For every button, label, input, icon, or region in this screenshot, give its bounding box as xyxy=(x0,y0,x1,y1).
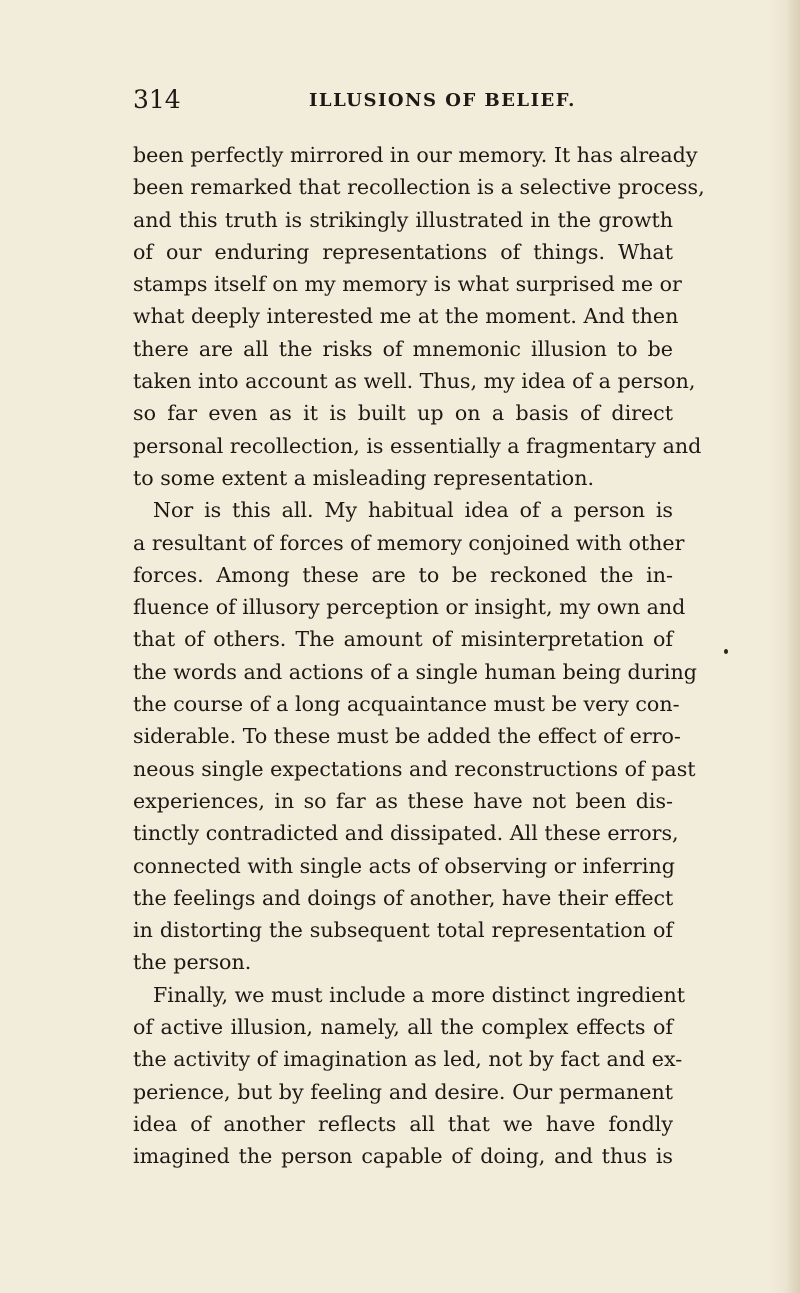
text-line: of our enduring representations of things. What xyxy=(133,239,673,264)
text-line: imagined the person capable of doing, and thus is xyxy=(133,1144,673,1169)
text-line: the activity of imagination as led, not by fact and ex- xyxy=(133,1047,683,1072)
paragraph-start-line: Finally, we must include a more distinct ingredient xyxy=(153,982,685,1007)
text-line: taken into account as well. Thus, my idea of a person, xyxy=(133,369,696,394)
text-line: stamps itself on my memory is what surprised me or xyxy=(133,272,682,297)
running-title: ILLUSIONS OF BELIEF. xyxy=(309,90,576,111)
text-line: fluence of illusory perception or insight, my own and xyxy=(133,595,686,620)
paragraph-start-line: Nor is this all. My habitual idea of a person is xyxy=(153,498,673,523)
text-line: that of others. The amount of misinterpretation of xyxy=(133,627,673,652)
body-text xyxy=(133,139,705,1173)
text-line: idea of another reflects all that we have fondly xyxy=(133,1111,673,1136)
text-line: the person. xyxy=(133,950,252,975)
text-line: in distorting the subsequent total representation of xyxy=(133,918,673,943)
text-line: been remarked that recollection is a selective process, xyxy=(133,175,705,200)
text-line: there are all the risks of mnemonic illusion to be xyxy=(133,336,673,361)
text-line: been perfectly mirrored in our memory. It has already xyxy=(133,143,698,167)
text-line: tinctly contradicted and dissipated. All these errors, xyxy=(133,821,679,846)
text-line: experiences, in so far as these have not been dis- xyxy=(133,788,673,813)
text-line: forces. Among these are to be reckoned the in- xyxy=(133,562,673,587)
text-line: the words and actions of a single human being during xyxy=(133,659,697,684)
text-line: a resultant of forces of memory conjoined with other xyxy=(133,530,685,555)
running-header xyxy=(133,86,673,114)
text-line: of active illusion, namely, all the complex effects of xyxy=(133,1015,673,1040)
text-line: the feelings and doings of another, have their effect xyxy=(133,885,674,910)
text-line: siderable. To these must be added the effect of erro- xyxy=(133,724,681,749)
page-number: 314 xyxy=(133,85,181,114)
text-line: to some extent a misleading representation. xyxy=(133,465,595,490)
text-line: personal recollection, is essentially a fragmentary and xyxy=(133,433,702,458)
text-line: and this truth is strikingly illustrated in the growth xyxy=(133,207,673,232)
text-line: neous single expectations and reconstructions of past xyxy=(133,756,696,781)
text-line: so far even as it is built up on a basis of direct xyxy=(133,401,673,426)
text-line: connected with single acts of observing or inferring xyxy=(133,853,675,878)
text-line: the course of a long acquaintance must be very con- xyxy=(133,692,680,717)
page-edge-shadow xyxy=(786,0,800,1293)
text-line: perience, but by feeling and desire. Our permanent xyxy=(133,1079,673,1104)
text-line: what deeply interested me at the moment. And then xyxy=(133,304,679,329)
ink-speck xyxy=(724,649,728,654)
